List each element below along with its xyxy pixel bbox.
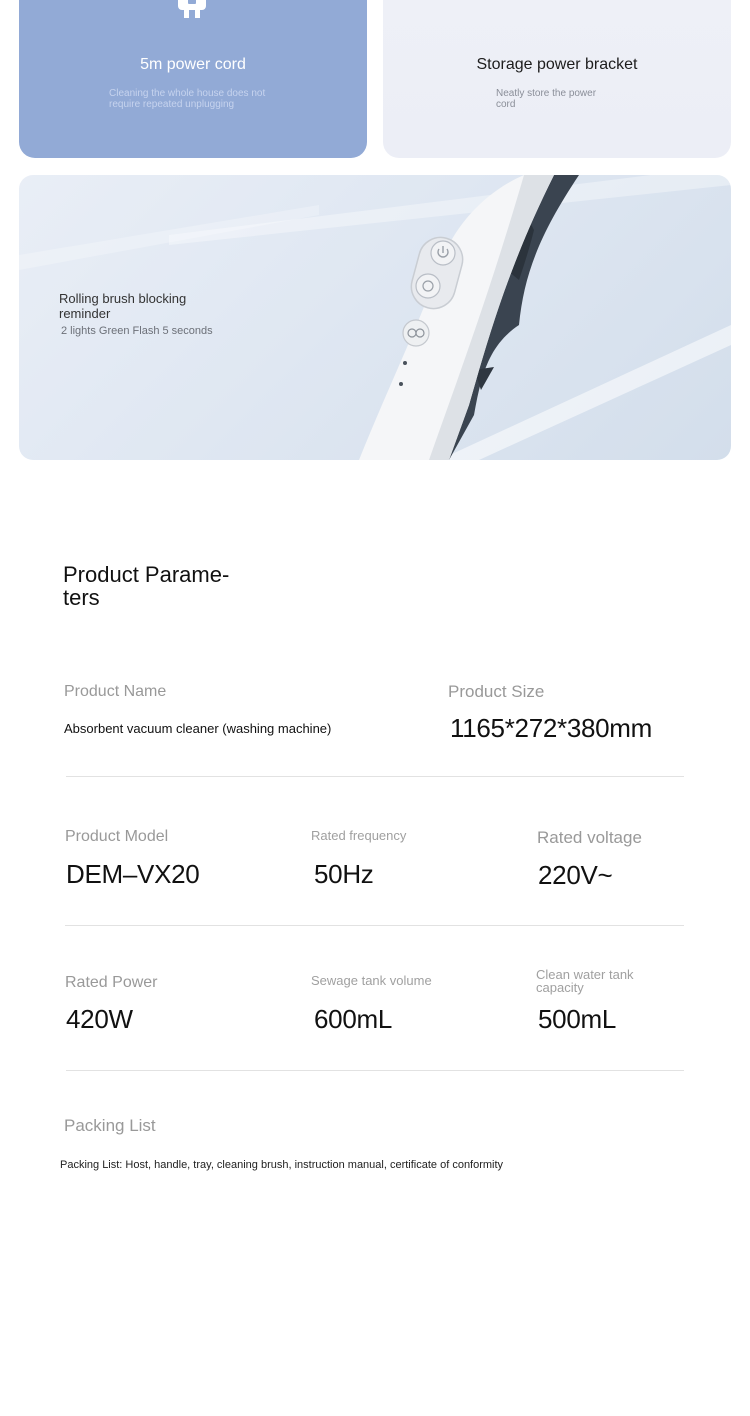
product-size-value: 1165*272*380mm [450, 713, 653, 743]
clean-tank-value: 500mL [538, 1004, 616, 1034]
rated-power-label: Rated Power [65, 974, 158, 991]
packing-list-label: Packing List [64, 1116, 156, 1135]
rated-voltage-value: 220V~ [538, 860, 613, 890]
rated-power-value: 420W [66, 1004, 133, 1034]
sewage-tank-label: Sewage tank volume [311, 973, 432, 988]
rated-voltage-label: Rated voltage [537, 828, 642, 847]
hero-subtitle: 2 lights Green Flash 5 seconds [61, 325, 213, 337]
feature-card-title: Storage power bracket [476, 56, 638, 73]
product-model-label: Product Model [65, 828, 169, 845]
product-name-label: Product Name [64, 683, 167, 700]
section-title: Product Parame- ters [63, 562, 230, 610]
hero-title: Rolling brush blocking reminder [59, 291, 187, 321]
feature-card-storage-bracket [383, 0, 731, 158]
plug-icon [174, 0, 210, 20]
rated-frequency-label: Rated frequency [311, 828, 407, 843]
product-size-label: Product Size [448, 682, 545, 701]
divider [65, 925, 684, 926]
sewage-tank-value: 600mL [314, 1004, 392, 1034]
feature-card-power-cord [19, 0, 367, 158]
clean-tank-label: Clean water tank capacity [536, 967, 634, 995]
product-name-value: Absorbent vacuum cleaner (washing machine) [64, 721, 332, 736]
divider [66, 776, 684, 777]
product-model-value: DEM–VX20 [66, 859, 200, 889]
feature-card-subtitle: Neatly store the power cord [496, 88, 597, 110]
feature-card-subtitle: Cleaning the whole house does not require repeated unplugging [109, 88, 266, 110]
hero-rolling-brush-card [19, 175, 731, 460]
feature-card-title: 5m power cord [140, 56, 246, 73]
rated-frequency-value: 50Hz [314, 859, 374, 889]
divider [66, 1070, 684, 1071]
packing-list-value: Packing List: Host, handle, tray, cleaning brush, instruction manual, certificate of conformity [60, 1159, 504, 1171]
